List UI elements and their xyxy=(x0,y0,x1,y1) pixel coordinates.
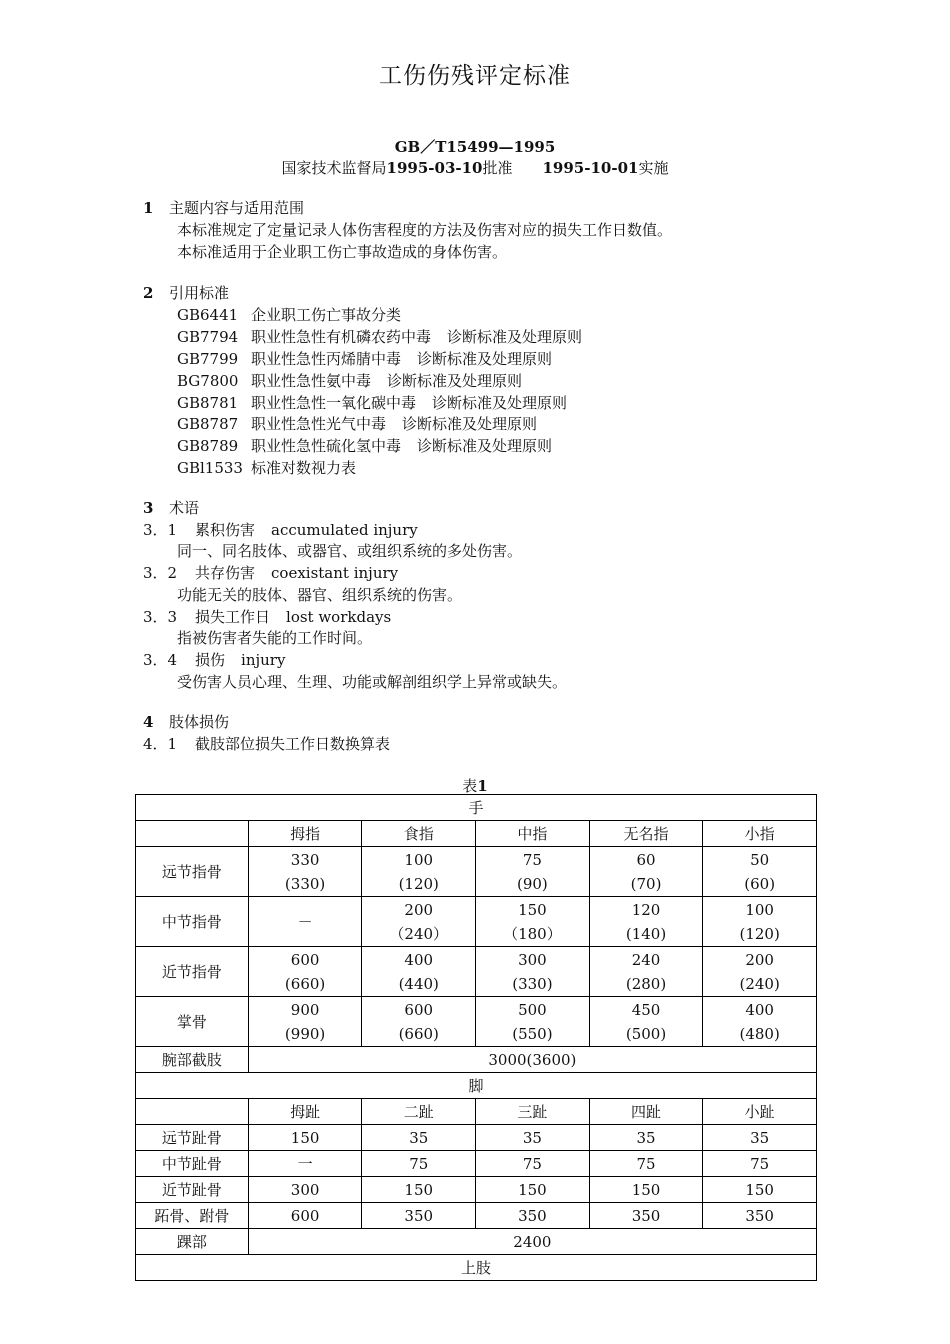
approval-prefix: 国家技术监督局 xyxy=(281,159,387,177)
table-row xyxy=(136,847,817,897)
table-cell: 240 (280) xyxy=(589,947,703,997)
table-cell: 3000(3600) xyxy=(248,1047,816,1073)
table-row xyxy=(136,897,817,947)
term-heading: 3．2 共存伤害 coexistant injury xyxy=(143,564,399,582)
table-cell: 150 xyxy=(476,1177,590,1203)
table-cell: 75 (90) xyxy=(476,847,590,897)
document-title: 工伤伤残评定标准 xyxy=(379,63,571,89)
term-heading: 3．1 累积伤害 accumulated injury xyxy=(143,521,418,539)
table-cell: 400 (480) xyxy=(703,997,817,1047)
table-cell: 150 xyxy=(703,1177,817,1203)
table-cell: 75 xyxy=(362,1151,476,1177)
table-cell: 50 (60) xyxy=(703,847,817,897)
reference-item: GB8789 职业性急性硫化氢中毒 诊断标准及处理原则 xyxy=(177,437,553,455)
table-cell: 75 xyxy=(703,1151,817,1177)
approve-word: 批准 xyxy=(482,159,513,177)
reference-item: GB7794 职业性急性有机磷农药中毒 诊断标准及处理原则 xyxy=(177,328,583,346)
row-label: 跖骨、跗骨 xyxy=(136,1203,249,1229)
term-definition: 同一、同名肢体、或器官、或组织系统的多处伤害。 xyxy=(177,542,523,560)
term-heading: 3．4 损伤 injury xyxy=(143,651,286,669)
table-cell: 600 (660) xyxy=(248,947,362,997)
table-cell: 35 xyxy=(589,1125,703,1151)
table-row xyxy=(136,947,817,997)
hand-column-header-row xyxy=(136,821,817,847)
column-header: 食指 xyxy=(362,821,476,847)
table-row xyxy=(136,1151,817,1177)
reference-item: GB8787 职业性急性光气中毒 诊断标准及处理原则 xyxy=(177,415,538,433)
row-label: 远节趾骨 xyxy=(136,1125,249,1151)
table-cell: 600 (660) xyxy=(362,997,476,1047)
reference-item: GBl1533 标准对数视力表 xyxy=(177,459,357,477)
table-cell: 350 xyxy=(362,1203,476,1229)
term-definition: 指被伤害者失能的工作时间。 xyxy=(177,629,373,647)
table-row xyxy=(136,1047,817,1073)
reference-item: BG7800 职业性急性氨中毒 诊断标准及处理原则 xyxy=(177,372,523,390)
section-1-heading: 1 主题内容与适用范围 xyxy=(143,199,305,217)
table-cell: 300 xyxy=(248,1177,362,1203)
foot-column-header-row xyxy=(136,1099,817,1125)
table-cell: 150 xyxy=(362,1177,476,1203)
table-cell: 350 xyxy=(476,1203,590,1229)
section-4-heading: 4 肢体损伤 xyxy=(143,713,230,731)
standard-code: GB／T15499—1995 xyxy=(394,138,556,156)
table-cell: 350 xyxy=(703,1203,817,1229)
row-label: 中节趾骨 xyxy=(136,1151,249,1177)
table-cell: 150 （180） xyxy=(476,897,590,947)
table-row xyxy=(136,1203,817,1229)
table-cell: 500 (550) xyxy=(476,997,590,1047)
row-label: 近节趾骨 xyxy=(136,1177,249,1203)
table-cell: 35 xyxy=(362,1125,476,1151)
table-cell: 150 xyxy=(589,1177,703,1203)
subsection-4-1-heading: 4．1 截肢部位损失工作日数换算表 xyxy=(143,735,391,753)
column-header: 二趾 xyxy=(362,1099,476,1125)
column-header: 无名指 xyxy=(589,821,703,847)
reference-item: GB6441 企业职工伤亡事故分类 xyxy=(177,306,402,324)
section-3-heading: 3 术语 xyxy=(143,499,200,517)
table-cell: 35 xyxy=(476,1125,590,1151)
column-header: 拇指 xyxy=(248,821,362,847)
reference-item: GB8781 职业性急性一氧化碳中毒 诊断标准及处理原则 xyxy=(177,394,568,412)
row-label: 中节指骨 xyxy=(136,897,249,947)
column-header: 拇趾 xyxy=(248,1099,362,1125)
column-header: 小指 xyxy=(703,821,817,847)
column-header: 中指 xyxy=(476,821,590,847)
table-cell: 150 xyxy=(248,1125,362,1151)
table-cell: 350 xyxy=(589,1203,703,1229)
table-caption: 表1 xyxy=(462,777,488,795)
table-cell: 200 （240） xyxy=(362,897,476,947)
table-cell: 120 (140) xyxy=(589,897,703,947)
amputation-table xyxy=(135,794,817,1281)
table-cell: 400 (440) xyxy=(362,947,476,997)
row-label: 腕部截肢 xyxy=(136,1047,249,1073)
table-cell: 35 xyxy=(703,1125,817,1151)
term-definition: 受伤害人员心理、生理、功能或解剖组织学上异常或缺失。 xyxy=(177,673,568,691)
table-cell: 330 (330) xyxy=(248,847,362,897)
hand-header: 手 xyxy=(136,795,817,821)
foot-header: 脚 xyxy=(136,1073,817,1099)
table-cell: 100 (120) xyxy=(703,897,817,947)
table-corner-cell xyxy=(136,821,249,847)
column-header: 三趾 xyxy=(476,1099,590,1125)
table-cell: 60 (70) xyxy=(589,847,703,897)
table-cell: 600 xyxy=(248,1203,362,1229)
table-row xyxy=(136,997,817,1047)
approve-date: 1995-03-10 xyxy=(386,159,483,177)
reference-item: GB7799 职业性急性丙烯腈中毒 诊断标准及处理原则 xyxy=(177,350,553,368)
column-header: 小趾 xyxy=(703,1099,817,1125)
table-row xyxy=(136,1229,817,1255)
table-cell: 一 xyxy=(248,1151,362,1177)
row-label: 踝部 xyxy=(136,1229,249,1255)
table-cell: － xyxy=(248,897,362,947)
row-label: 近节指骨 xyxy=(136,947,249,997)
table-cell: 300 (330) xyxy=(476,947,590,997)
table-cell: 200 (240) xyxy=(703,947,817,997)
approval-line xyxy=(0,157,950,178)
column-header: 四趾 xyxy=(589,1099,703,1125)
term-definition: 功能无关的肢体、器官、组织系统的伤害。 xyxy=(177,586,463,604)
row-label: 远节指骨 xyxy=(136,847,249,897)
section-1-paragraph: 本标准规定了定量记录人体伤害程度的方法及伤害对应的损失工作日数值。 xyxy=(177,221,673,239)
section-2-heading: 2 引用标准 xyxy=(143,284,230,302)
table-cell: 450 (500) xyxy=(589,997,703,1047)
upper-limb-header: 上肢 xyxy=(136,1255,817,1281)
term-heading: 3．3 损失工作日 lost workdays xyxy=(143,608,392,626)
table-cell: 75 xyxy=(476,1151,590,1177)
table-corner-cell xyxy=(136,1099,249,1125)
table-cell: 75 xyxy=(589,1151,703,1177)
table-cell: 900 (990) xyxy=(248,997,362,1047)
section-1-paragraph: 本标准适用于企业职工伤亡事故造成的身体伤害。 xyxy=(177,243,508,261)
table-cell: 100 (120) xyxy=(362,847,476,897)
table-row xyxy=(136,1125,817,1151)
table-row xyxy=(136,1177,817,1203)
effective-date: 1995-10-01 xyxy=(542,159,639,177)
row-label: 掌骨 xyxy=(136,997,249,1047)
table-cell: 2400 xyxy=(248,1229,816,1255)
effective-word: 实施 xyxy=(638,159,669,177)
